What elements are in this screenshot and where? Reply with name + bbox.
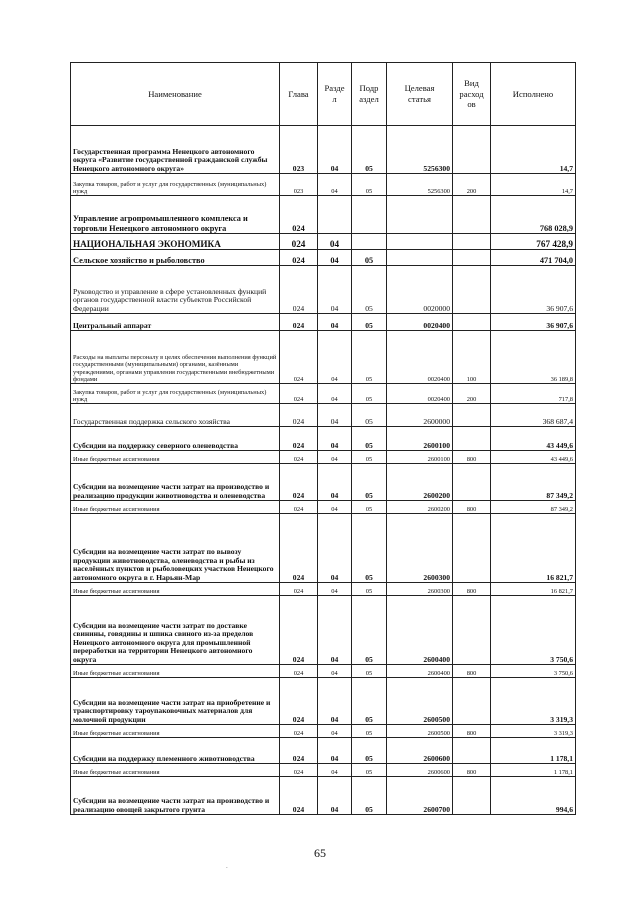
row-glava-cell: 024 <box>280 196 318 234</box>
table-row <box>71 174 576 196</box>
row-target-cell: 2600500 <box>387 678 453 725</box>
table-row <box>71 331 576 384</box>
row-target-cell: 2600500 <box>387 725 453 738</box>
row-target-cell <box>387 234 453 250</box>
row-target-cell: 2600300 <box>387 514 453 583</box>
row-podrazdel-cell: 05 <box>352 514 387 583</box>
row-executed-cell: 994,6 <box>491 777 576 815</box>
row-glava-cell: 024 <box>280 451 318 464</box>
row-vid-cell: 800 <box>453 501 491 514</box>
header-target: Целевая статья <box>387 63 453 126</box>
row-razdel-cell: 04 <box>318 126 352 174</box>
row-razdel-cell: 04 <box>318 384 352 404</box>
row-glava-cell: 023 <box>280 126 318 174</box>
row-glava-cell: 024 <box>280 384 318 404</box>
row-podrazdel-cell: 05 <box>352 464 387 501</box>
table-header-row <box>71 63 576 126</box>
row-vid-cell <box>453 314 491 331</box>
row-vid-cell: 100 <box>453 331 491 384</box>
row-executed-cell: 717,8 <box>491 384 576 404</box>
row-vid-cell: 800 <box>453 451 491 464</box>
row-razdel-cell: 04 <box>318 234 352 250</box>
row-target-cell: 0020000 <box>387 266 453 314</box>
row-podrazdel-cell: 05 <box>352 266 387 314</box>
row-vid-cell <box>453 514 491 583</box>
row-vid-cell <box>453 196 491 234</box>
row-podrazdel-cell: 05 <box>352 427 387 451</box>
row-target-cell: 2600200 <box>387 464 453 501</box>
table-row <box>71 384 576 404</box>
row-name-cell: Государственная программа Ненецкого автономного округа «Развитие государственной гражданской службы Ненецкого автономного округа» <box>71 126 280 174</box>
row-glava-cell: 024 <box>280 427 318 451</box>
header-razdel: Разде л <box>318 63 352 126</box>
row-vid-cell: 800 <box>453 725 491 738</box>
row-target-cell: 2600000 <box>387 404 453 427</box>
row-name-cell: Иные бюджетные ассигнования <box>71 583 280 596</box>
row-glava-cell: 024 <box>280 777 318 815</box>
row-name-cell: Субсидии на поддержку северного оленеводства <box>71 427 280 451</box>
row-podrazdel-cell <box>352 196 387 234</box>
row-glava-cell: 024 <box>280 404 318 427</box>
row-name-cell: Сельское хозяйство и рыболовство <box>71 250 280 266</box>
row-name-cell: Субсидии на возмещение части затрат по вывозу продукции животноводства, оленеводства и рыбы из населённых пунктов и рыболовецких участков Ненецкого автономного округа в г. Нарьян-Мар <box>71 514 280 583</box>
row-podrazdel-cell: 05 <box>352 384 387 404</box>
row-executed-cell: 3 750,6 <box>491 665 576 678</box>
row-target-cell: 5256300 <box>387 126 453 174</box>
row-target-cell: 2600300 <box>387 583 453 596</box>
row-target-cell: 0020400 <box>387 314 453 331</box>
row-glava-cell: 023 <box>280 174 318 196</box>
row-target-cell: 2600100 <box>387 451 453 464</box>
row-executed-cell: 1 178,1 <box>491 764 576 777</box>
row-executed-cell: 36 907,6 <box>491 266 576 314</box>
row-razdel-cell <box>318 196 352 234</box>
row-name-cell: Руководство и управление в сфере установленных функций органов государственной власти субъектов Российской Федерации <box>71 266 280 314</box>
row-glava-cell: 024 <box>280 464 318 501</box>
row-executed-cell: 36 907,6 <box>491 314 576 331</box>
row-target-cell <box>387 250 453 266</box>
row-name-cell: Субсидии на возмещение части затрат на производство и реализацию продукции животноводства и оленеводства <box>71 464 280 501</box>
table-row <box>71 314 576 331</box>
table-row <box>71 266 576 314</box>
row-podrazdel-cell: 05 <box>352 501 387 514</box>
row-vid-cell <box>453 427 491 451</box>
row-name-cell: Закупка товаров, работ и услуг для государственных (муниципальных) нужд <box>71 174 280 196</box>
row-glava-cell: 024 <box>280 665 318 678</box>
table-row <box>71 234 576 250</box>
row-name-cell: Иные бюджетные ассигнования <box>71 451 280 464</box>
table-row <box>71 196 576 234</box>
row-glava-cell: 024 <box>280 764 318 777</box>
row-razdel-cell: 04 <box>318 451 352 464</box>
row-vid-cell <box>453 126 491 174</box>
row-executed-cell: 43 449,6 <box>491 427 576 451</box>
row-executed-cell: 14,7 <box>491 126 576 174</box>
row-vid-cell <box>453 738 491 764</box>
row-name-cell: Расходы на выплаты персоналу в целях обеспечения выполнения функций государственными (муниципальными) органами, казёнными учреждениями, органами управления государственными внебюджетными фондами <box>71 331 280 384</box>
row-podrazdel-cell <box>352 234 387 250</box>
row-executed-cell: 1 178,1 <box>491 738 576 764</box>
table-row <box>71 678 576 725</box>
row-razdel-cell: 04 <box>318 250 352 266</box>
row-vid-cell: 800 <box>453 583 491 596</box>
row-podrazdel-cell: 05 <box>352 250 387 266</box>
row-target-cell: 0020400 <box>387 384 453 404</box>
row-vid-cell: 800 <box>453 665 491 678</box>
row-name-cell: Центральный аппарат <box>71 314 280 331</box>
row-glava-cell: 024 <box>280 725 318 738</box>
row-razdel-cell: 04 <box>318 665 352 678</box>
table-row <box>71 404 576 427</box>
row-target-cell <box>387 196 453 234</box>
header-executed: Исполнено <box>491 63 576 126</box>
row-executed-cell: 16 821,7 <box>491 583 576 596</box>
row-target-cell: 2600200 <box>387 501 453 514</box>
table-row <box>71 451 576 464</box>
row-vid-cell <box>453 596 491 665</box>
row-glava-cell: 024 <box>280 234 318 250</box>
row-glava-cell: 024 <box>280 596 318 665</box>
row-target-cell: 2600400 <box>387 596 453 665</box>
row-podrazdel-cell: 05 <box>352 331 387 384</box>
row-razdel-cell: 04 <box>318 464 352 501</box>
row-name-cell: Субсидии на поддержку племенного животноводства <box>71 738 280 764</box>
row-podrazdel-cell: 05 <box>352 174 387 196</box>
table-row <box>71 427 576 451</box>
row-executed-cell: 43 449,6 <box>491 451 576 464</box>
row-vid-cell: 200 <box>453 384 491 404</box>
row-razdel-cell: 04 <box>318 764 352 777</box>
row-razdel-cell: 04 <box>318 501 352 514</box>
row-vid-cell <box>453 777 491 815</box>
row-name-cell: Субсидии на возмещение части затрат на производство и реализацию овощей закрытого грунта <box>71 777 280 815</box>
row-name-cell: Государственная поддержка сельского хозяйства <box>71 404 280 427</box>
row-razdel-cell: 04 <box>318 725 352 738</box>
row-glava-cell: 024 <box>280 331 318 384</box>
table-row <box>71 501 576 514</box>
row-executed-cell: 14,7 <box>491 174 576 196</box>
table-row <box>71 250 576 266</box>
row-target-cell: 2600400 <box>387 665 453 678</box>
table-row <box>71 464 576 501</box>
row-name-cell: Иные бюджетные ассигнования <box>71 725 280 738</box>
table-row <box>71 514 576 583</box>
row-razdel-cell: 04 <box>318 583 352 596</box>
row-podrazdel-cell: 05 <box>352 777 387 815</box>
row-name-cell: Закупка товаров, работ и услуг для государственных (муниципальных) нужд <box>71 384 280 404</box>
row-podrazdel-cell: 05 <box>352 678 387 725</box>
table-row <box>71 738 576 764</box>
header-glava: Глава <box>280 63 318 126</box>
row-executed-cell: 3 750,6 <box>491 596 576 665</box>
row-vid-cell <box>453 464 491 501</box>
header-vid: Вид расход ов <box>453 63 491 126</box>
row-podrazdel-cell: 05 <box>352 725 387 738</box>
budget-table <box>70 62 576 815</box>
row-razdel-cell: 04 <box>318 427 352 451</box>
row-podrazdel-cell: 05 <box>352 596 387 665</box>
row-target-cell: 2600600 <box>387 764 453 777</box>
row-razdel-cell: 04 <box>318 596 352 665</box>
row-razdel-cell: 04 <box>318 777 352 815</box>
row-vid-cell <box>453 678 491 725</box>
row-podrazdel-cell: 05 <box>352 665 387 678</box>
row-name-cell: НАЦИОНАЛЬНАЯ ЭКОНОМИКА <box>71 234 280 250</box>
row-vid-cell <box>453 266 491 314</box>
row-vid-cell: 200 <box>453 174 491 196</box>
row-podrazdel-cell: 05 <box>352 314 387 331</box>
row-executed-cell: 3 319,3 <box>491 725 576 738</box>
row-razdel-cell: 04 <box>318 514 352 583</box>
row-glava-cell: 024 <box>280 314 318 331</box>
table-body <box>71 126 576 815</box>
row-razdel-cell: 04 <box>318 331 352 384</box>
row-podrazdel-cell: 05 <box>352 583 387 596</box>
header-podrazdel: Подр аздел <box>352 63 387 126</box>
row-glava-cell: 024 <box>280 501 318 514</box>
table-row <box>71 583 576 596</box>
row-name-cell: Управление агропромышленного комплекса и торговли Ненецкого автономного округа <box>71 196 280 234</box>
row-razdel-cell: 04 <box>318 738 352 764</box>
row-executed-cell: 767 428,9 <box>491 234 576 250</box>
table-row <box>71 777 576 815</box>
row-glava-cell: 024 <box>280 250 318 266</box>
row-vid-cell: 800 <box>453 764 491 777</box>
row-executed-cell: 768 028,9 <box>491 196 576 234</box>
row-podrazdel-cell: 05 <box>352 404 387 427</box>
row-target-cell: 0020400 <box>387 331 453 384</box>
table-row <box>71 596 576 665</box>
row-name-cell: Иные бюджетные ассигнования <box>71 665 280 678</box>
row-target-cell: 2600600 <box>387 738 453 764</box>
row-glava-cell: 024 <box>280 514 318 583</box>
header-name: Наименование <box>71 63 280 126</box>
row-executed-cell: 368 687,4 <box>491 404 576 427</box>
row-target-cell: 2600100 <box>387 427 453 451</box>
row-razdel-cell: 04 <box>318 678 352 725</box>
row-vid-cell <box>453 404 491 427</box>
table-row <box>71 665 576 678</box>
row-razdel-cell: 04 <box>318 266 352 314</box>
row-glava-cell: 024 <box>280 583 318 596</box>
row-vid-cell <box>453 234 491 250</box>
row-podrazdel-cell: 05 <box>352 451 387 464</box>
page-number: 65 <box>314 846 326 860</box>
row-executed-cell: 87 349,2 <box>491 501 576 514</box>
row-name-cell: Субсидии на возмещение части затрат по доставке свинины, говядины и шпика свиного из-за пределов Ненецкого автономного округа для промышленной переработки на территории Ненецкого автономного округа <box>71 596 280 665</box>
table-row <box>71 126 576 174</box>
row-target-cell: 5256300 <box>387 174 453 196</box>
footer-mark: . <box>226 862 228 870</box>
row-name-cell: Иные бюджетные ассигнования <box>71 764 280 777</box>
row-podrazdel-cell: 05 <box>352 738 387 764</box>
row-executed-cell: 36 189,8 <box>491 331 576 384</box>
row-razdel-cell: 04 <box>318 174 352 196</box>
row-glava-cell: 024 <box>280 678 318 725</box>
row-executed-cell: 3 319,3 <box>491 678 576 725</box>
row-razdel-cell: 04 <box>318 404 352 427</box>
row-executed-cell: 87 349,2 <box>491 464 576 501</box>
row-name-cell: Иные бюджетные ассигнования <box>71 501 280 514</box>
row-glava-cell: 024 <box>280 266 318 314</box>
row-podrazdel-cell: 05 <box>352 764 387 777</box>
row-glava-cell: 024 <box>280 738 318 764</box>
row-podrazdel-cell: 05 <box>352 126 387 174</box>
row-executed-cell: 16 821,7 <box>491 514 576 583</box>
row-vid-cell <box>453 250 491 266</box>
table-row <box>71 725 576 738</box>
row-executed-cell: 471 704,0 <box>491 250 576 266</box>
row-name-cell: Субсидии на возмещение части затрат на приобретение и транспортировку тароупаковочных материалов для молочной продукции <box>71 678 280 725</box>
row-razdel-cell: 04 <box>318 314 352 331</box>
row-target-cell: 2600700 <box>387 777 453 815</box>
table-row <box>71 764 576 777</box>
